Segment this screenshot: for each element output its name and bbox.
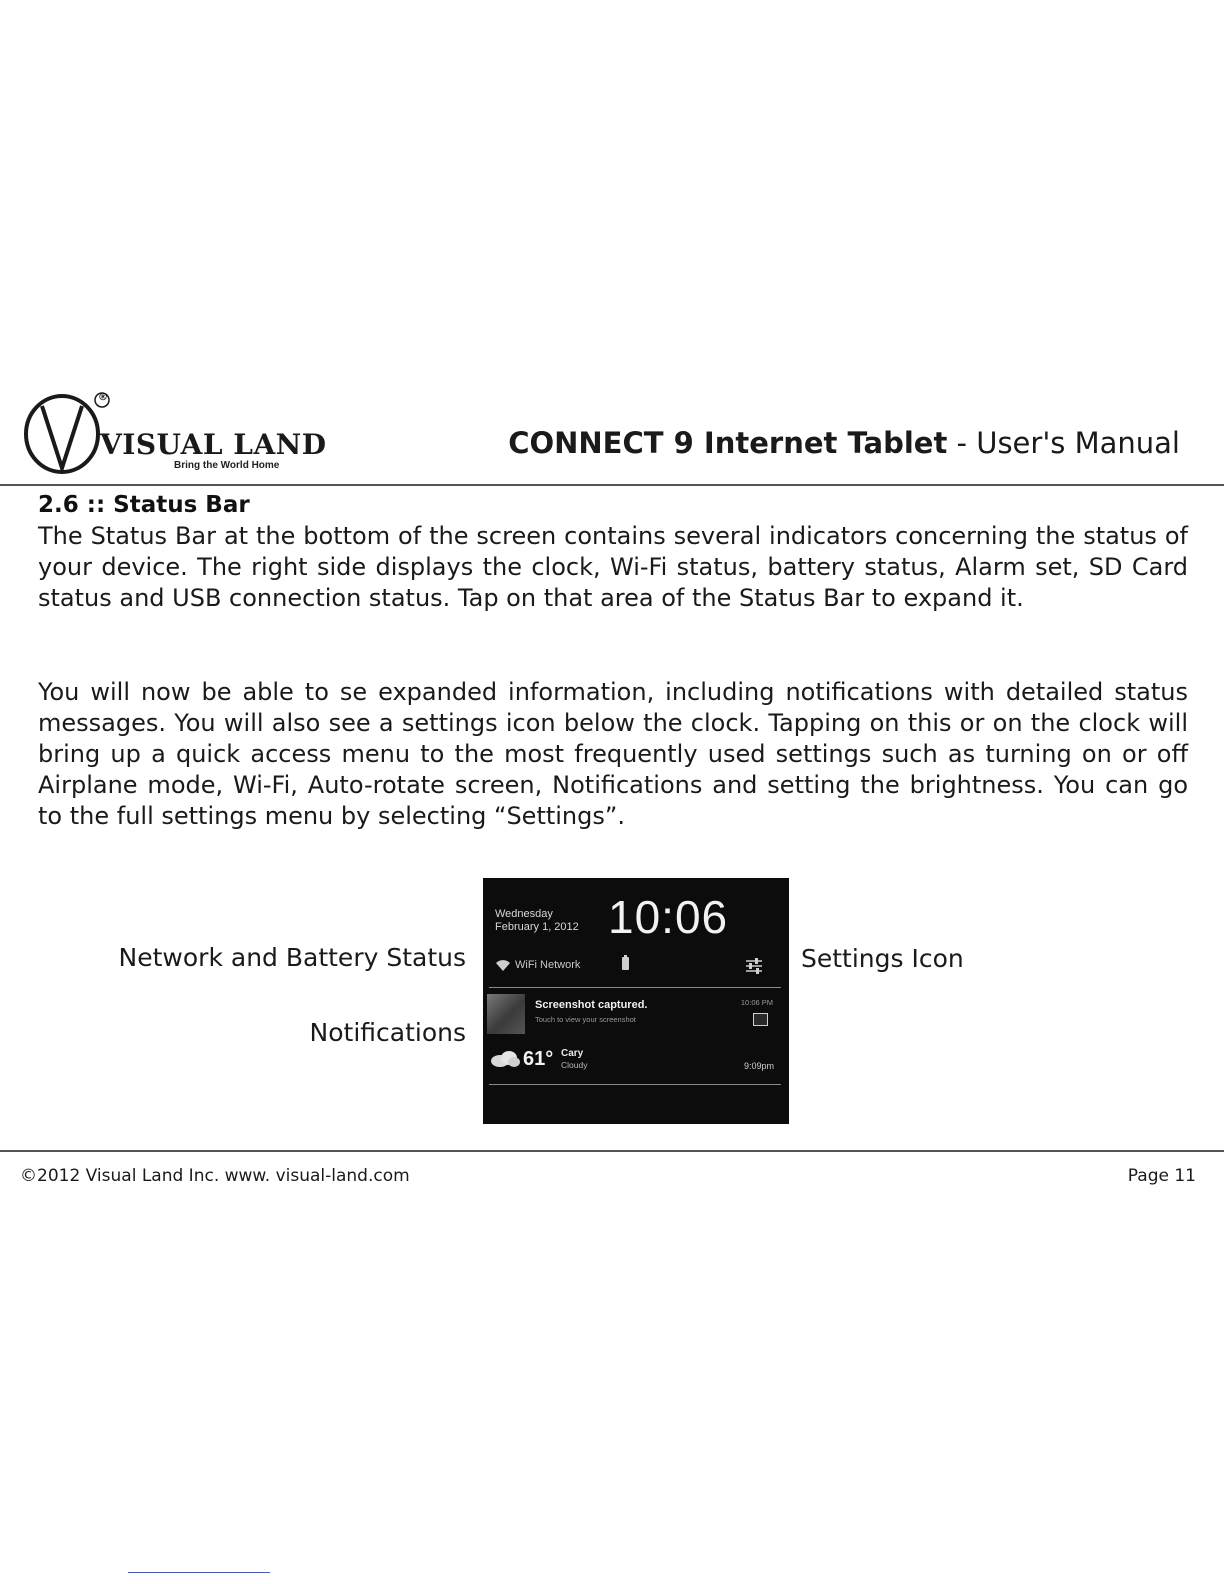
cloud-icon — [489, 1050, 521, 1068]
callout-settings-icon: Settings Icon — [801, 944, 964, 973]
wifi-icon — [495, 960, 511, 972]
status-bar-screenshot — [483, 878, 789, 1124]
weather-temperature: 61° — [523, 1048, 554, 1070]
bottom-rule — [128, 1572, 270, 1573]
registered-mark: ® — [98, 392, 108, 403]
paragraph-expanded-info: You will now be able to se expanded information, including notifications with detailed status messages. You will also see a settings icon below the clock. Tapping on this or on the clock will bring up a quick access menu to the most frequently used settings such as turning on or off Airplane mode, Wi-Fi, Auto-rotate screen, Notifications and setting the brightness. You can go to the full settings menu by selecting “Settings”. — [38, 678, 1188, 830]
screenshot-divider — [489, 987, 781, 988]
image-icon — [753, 1013, 768, 1026]
weather-time: 9:09pm — [743, 1061, 774, 1071]
callout-notifications: Notifications — [309, 1018, 466, 1047]
notification-title: Screenshot captured. — [535, 999, 648, 1011]
weather-condition: Cloudy — [561, 1060, 588, 1070]
document-title-suffix: - User's Manual — [947, 426, 1180, 460]
notification-thumbnail — [487, 994, 525, 1034]
screenshot-date: February 1, 2012 — [495, 921, 579, 933]
page-header — [0, 384, 1224, 486]
weather-city: Cary — [561, 1048, 584, 1059]
screenshot-wifi-label: WiFi Network — [515, 959, 581, 971]
callout-network-battery-status: Network and Battery Status — [118, 943, 466, 972]
battery-icon — [622, 957, 629, 970]
footer-page-number: Page 11 — [1127, 1166, 1196, 1186]
paragraph-status-bar-intro: The Status Bar at the bottom of the screen contains several indicators concerning the status of your device. The right side displays the clock, Wi-Fi status, battery status, Alarm set, SD Card status and USB connection status. Tap on that area of the Status Bar to expand it. — [38, 522, 1188, 612]
footer-rule — [0, 1150, 1224, 1152]
logo-wordmark: VISUAL LAND — [100, 428, 327, 461]
screenshot-divider — [489, 1084, 781, 1085]
screenshot-clock: 10:06 — [608, 891, 729, 943]
visual-land-logo — [20, 388, 327, 478]
screenshot-status-row — [483, 952, 789, 980]
document-title — [508, 426, 1180, 460]
settings-sliders-icon — [745, 957, 763, 975]
screenshot-day: Wednesday — [495, 908, 553, 920]
notification-time: 10:06 PM — [740, 998, 773, 1007]
section-heading: 2.6 :: Status Bar — [38, 492, 250, 518]
logo-tagline: Bring the World Home — [174, 460, 280, 471]
notification-subtitle: Touch to view your screenshot — [535, 1015, 636, 1024]
footer-copyright: ©2012 Visual Land Inc. www. visual-land.com — [20, 1166, 410, 1186]
document-title-product: CONNECT 9 Internet Tablet — [508, 426, 948, 460]
